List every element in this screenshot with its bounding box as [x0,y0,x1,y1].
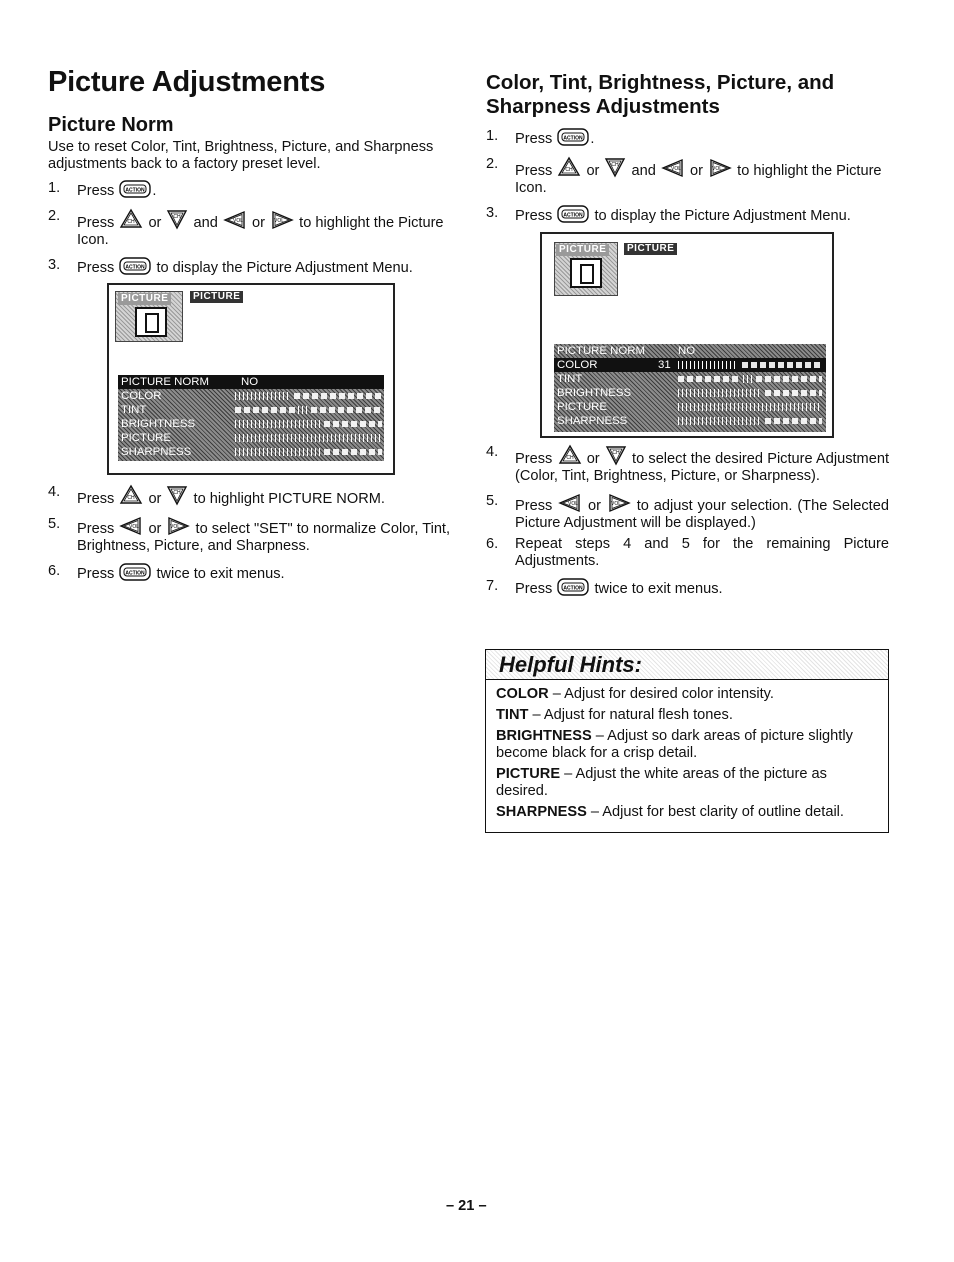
menu-row-tint: TINT [554,372,826,386]
left-steps-b [48,484,453,583]
step: 4. Press CH or CH to select the desired Picture Adjustment (Color, Tint, Brightness, Picture, or Sharpness). [486,444,890,484]
svg-text:CH: CH [173,214,182,220]
svg-text:VOL: VOL [670,166,681,172]
svg-text:ACTION: ACTION [563,585,583,592]
picture-menu-screen-adjust [540,232,834,438]
step: 6. Repeat steps 4 and 5 for the remaining Picture Adjustments. [486,536,889,569]
action-button-icon [557,578,589,596]
svg-text:ACTION: ACTION [563,212,583,219]
volume-right-icon [166,516,190,536]
step: 6. Press ACTION twice to exit menus. [48,563,285,582]
svg-text:CH: CH [173,490,182,496]
svg-text:VOL: VOL [232,218,243,224]
menu-tab: PICTURE [624,243,677,255]
action-button-icon [557,205,589,223]
menu-row-brightness: BRIGHTNESS [118,417,384,431]
picture-menu-screen [107,283,395,475]
svg-text:VOL: VOL [129,524,140,530]
hint-color: COLOR – Adjust for desired color intensity. [496,686,774,702]
helpful-hints-box [485,649,889,833]
channel-down-icon [604,156,626,178]
volume-left-icon [558,493,582,513]
action-button-icon [557,128,589,146]
svg-text:CH: CH [565,167,573,173]
helpful-hints-header [486,650,888,680]
left-steps-a [48,180,453,277]
adjustment-menu [118,375,384,461]
hint-picture: PICTURE – Adjust the white areas of the picture as desired. [496,766,827,799]
volume-left-icon [661,158,685,178]
menu-row-sharpness: SHARPNESS [554,414,826,428]
adjustment-menu [554,344,826,432]
picture-norm-intro: Use to reset Color, Tint, Brightness, Picture, and Sharpness adjustments back to a factory preset level. [48,139,434,172]
svg-text:ACTION: ACTION [125,570,145,577]
svg-text:CH: CH [611,162,620,168]
right-steps-a [486,128,891,225]
adjustments-heading: Color, Tint, Brightness, Picture, and Sharpness Adjustments [486,71,835,118]
svg-text:ACTION: ACTION [563,135,583,142]
menu-row-color: COLOR 31 [554,358,826,372]
step: 5. Press VOL or VOL to select "SET" to normalize Color, Tint, Brightness, Picture, and Sharpness. [48,516,451,554]
volume-left-icon [119,516,143,536]
step: 5. Press VOL or VOL to adjust your selection. (The Selected Picture Adjustment will be displayed.) [486,493,889,531]
volume-left-icon [223,210,247,230]
hint-tint: TINT – Adjust for natural flesh tones. [496,707,733,723]
step: 3. Press ACTION to display the Picture Adjustment Menu. [486,205,851,224]
picture-icon [570,258,602,288]
step: 1. Press ACTION . [486,128,595,147]
menu-tab: PICTURE [190,291,243,303]
channel-down-icon [166,484,188,506]
svg-text:VOL: VOL [568,501,579,507]
menu-row-color: COLOR [118,389,384,403]
channel-up-icon [558,444,582,466]
menu-tab: PICTURE [118,293,171,305]
menu-row-brightness: BRIGHTNESS [554,386,826,400]
volume-right-icon [270,210,294,230]
svg-text:VOL: VOL [610,501,621,507]
menu-row-picture-norm: PICTURE NORM NO [557,345,696,357]
right-steps-b [486,444,889,598]
step: 1. Press ACTION . [48,180,157,199]
step: 4. Press CH or CH to highlight PICTURE NORM. [48,484,385,507]
menu-row-picture: PICTURE [554,400,826,414]
menu-row-picture: PICTURE [118,431,384,445]
volume-right-icon [607,493,631,513]
menu-tab: PICTURE [556,244,609,256]
svg-text:ACTION: ACTION [125,264,145,271]
svg-text:VOL: VOL [274,218,285,224]
svg-text:CH: CH [565,455,574,461]
menu-row-sharpness: SHARPNESS [118,445,384,459]
channel-up-icon [119,208,143,230]
svg-text:VOL: VOL [170,524,181,530]
page-title: Picture Adjustments [48,66,326,98]
svg-text:CH: CH [127,219,135,225]
channel-down-icon [166,208,188,230]
helpful-hints-title: Helpful Hints: [499,652,642,677]
picture-icon [135,307,167,337]
action-button-icon [119,563,151,581]
step: 7. Press ACTION twice to exit menus. [486,578,723,597]
channel-up-icon [119,484,143,506]
action-button-icon [119,257,151,275]
svg-text:CH: CH [127,495,135,501]
step: 2. Press CH or CH and VOL or VOL to highlight the Picture Icon. [48,208,444,248]
step: 2. Press CH or CH and VOL or VOL to highlight the Picture Icon. [486,156,882,196]
picture-norm-heading: Picture Norm [48,114,174,136]
volume-right-icon [708,158,732,178]
menu-row-tint: TINT [118,403,384,417]
hint-brightness: BRIGHTNESS – Adjust so dark areas of picture slightly become black for a crisp detail. [496,728,853,761]
svg-text:VOL: VOL [712,166,723,172]
channel-down-icon [605,444,627,466]
step: 3. Press ACTION to display the Picture Adjustment Menu. [48,257,413,276]
page-number: – 21 – [446,1198,487,1214]
hint-sharpness: SHARPNESS – Adjust for best clarity of outline detail. [496,804,844,820]
svg-text:ACTION: ACTION [125,187,145,194]
menu-row-picture-norm: PICTURE NORM NO [118,375,384,389]
svg-text:CH: CH [612,450,620,456]
action-button-icon [119,180,151,198]
channel-up-icon [557,156,581,178]
